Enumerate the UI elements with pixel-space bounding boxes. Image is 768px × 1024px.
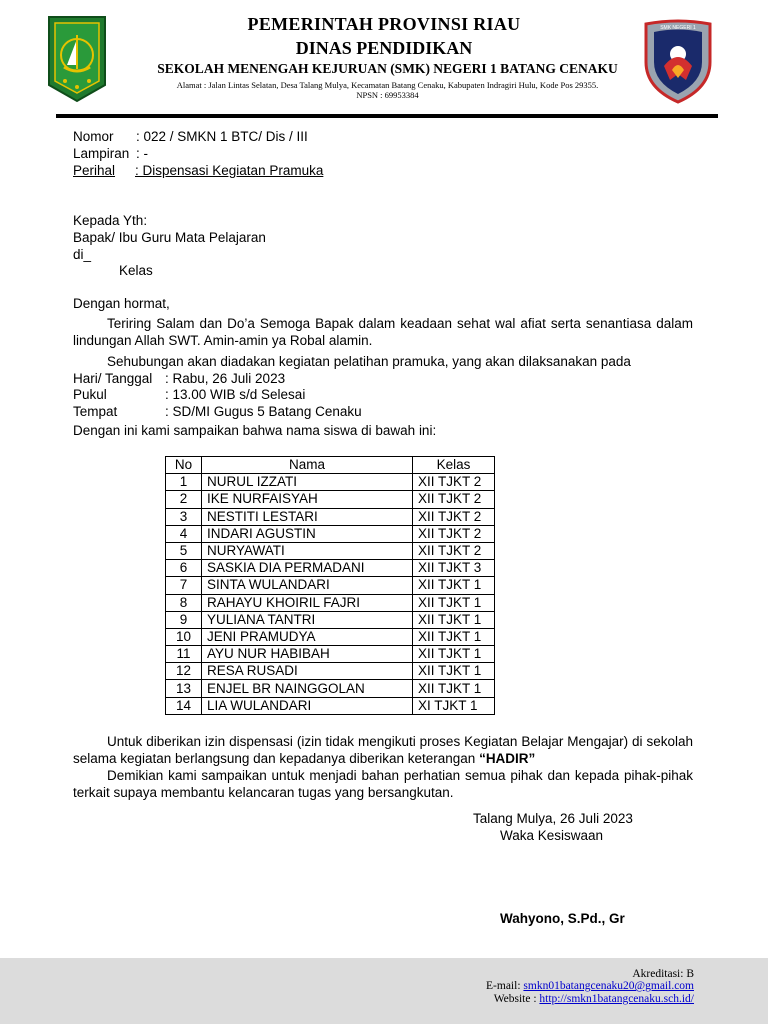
- footer-website-link[interactable]: http://smkn1batangcenaku.sch.id/: [539, 993, 694, 1005]
- table-row: [166, 508, 495, 525]
- cell-kelas: XII TJKT 2: [413, 525, 495, 542]
- hari-label: Hari/ Tanggal: [73, 371, 153, 386]
- greeting: Dengan hormat,: [73, 296, 170, 311]
- cell-kelas: XII TJKT 1: [413, 577, 495, 594]
- hadir-keyword: “HADIR”: [479, 751, 536, 766]
- cell-kelas: XII TJKT 1: [413, 628, 495, 645]
- header-divider: [56, 114, 718, 118]
- cell-nama: IKE NURFAISYAH: [202, 491, 413, 508]
- cell-nama: RAHAYU KHOIRIL FAJRI: [202, 594, 413, 611]
- footer-akreditasi: Akreditasi: B: [632, 968, 694, 980]
- cell-no: 13: [166, 680, 202, 697]
- lampiran-value: : -: [136, 146, 148, 161]
- table-row: [166, 491, 495, 508]
- table-row: [166, 474, 495, 491]
- cell-kelas: XII TJKT 2: [413, 491, 495, 508]
- tempat-label: Tempat: [73, 404, 118, 419]
- cell-nama: NURYAWATI: [202, 542, 413, 559]
- footer-email-link[interactable]: smkn01batangcenaku20@gmail.com: [523, 980, 694, 992]
- paragraph-sehubungan: Sehubungan akan diadakan kegiatan pelatihan pramuka, yang akan dilaksanakan pada: [107, 354, 631, 369]
- student-table: [165, 456, 495, 715]
- paragraph-salam: Teriring Salam dan Do’a Semoga Bapak dalam keadaan sehat wal afiat serta senantiasa dalam lindungan Allah SWT. Amin-amin ya Robal alamin.: [73, 316, 693, 348]
- cell-nama: SASKIA DIA PERMADANI: [202, 560, 413, 577]
- cell-nama: LIA WULANDARI: [202, 697, 413, 714]
- header-kelas: Kelas: [413, 457, 495, 474]
- hari-value: : Rabu, 26 Juli 2023: [165, 371, 286, 386]
- table-row: [166, 594, 495, 611]
- di-label: di_: [73, 247, 92, 262]
- cell-no: 6: [166, 560, 202, 577]
- table-row: [166, 680, 495, 697]
- table-row: [166, 646, 495, 663]
- cell-nama: SINTA WULANDARI: [202, 577, 413, 594]
- kelas-label: Kelas: [119, 263, 153, 278]
- cell-nama: INDARI AGUSTIN: [202, 525, 413, 542]
- table-intro: Dengan ini kami sampaikan bahwa nama siswa di bawah ini:: [73, 423, 437, 438]
- header-province: PEMERINTAH PROVINSI RIAU: [247, 14, 521, 34]
- place-date: Talang Mulya, 26 Juli 2023: [473, 811, 633, 826]
- nomor-label: Nomor: [73, 129, 114, 144]
- cell-no: 9: [166, 611, 202, 628]
- cell-no: 1: [166, 474, 202, 491]
- school-logo-text-top: SMK NEGERI 1: [660, 25, 696, 31]
- page-footer: [0, 958, 768, 1024]
- cell-nama: NURUL IZZATI: [202, 474, 413, 491]
- cell-kelas: XII TJKT 2: [413, 542, 495, 559]
- cell-no: 10: [166, 628, 202, 645]
- header-department: DINAS PENDIDIKAN: [295, 38, 473, 58]
- cell-no: 7: [166, 577, 202, 594]
- header-nama: Nama: [202, 457, 413, 474]
- table-row: [166, 525, 495, 542]
- header-address: Alamat : Jalan Lintas Selatan, Desa Talang Mulya, Kecamatan Batang Cenaku, Kabupaten Indragiri Hulu, Kode Pos 29355.: [176, 80, 599, 90]
- header-npsn: NPSN : 69953384: [356, 90, 419, 100]
- table-row: [166, 663, 495, 680]
- pukul-value: : 13.00 WIB s/d Selesai: [165, 387, 306, 402]
- cell-no: 14: [166, 697, 202, 714]
- cell-kelas: XII TJKT 1: [413, 594, 495, 611]
- perihal-label: Perihal: [73, 163, 116, 178]
- tempat-value: : SD/MI Gugus 5 Batang Cenaku: [165, 404, 362, 419]
- table-row: [166, 611, 495, 628]
- lampiran-label: Lampiran: [73, 146, 130, 161]
- cell-nama: RESA RUSADI: [202, 663, 413, 680]
- table-row: [166, 577, 495, 594]
- perihal-value: : Dispensasi Kegiatan Pramuka: [135, 163, 324, 178]
- table-row: [166, 542, 495, 559]
- signatory-name: Wahyono, S.Pd., Gr: [500, 911, 625, 926]
- kepada-label: Kepada Yth:: [73, 213, 148, 228]
- paragraph-demikian: Demikian kami sampaikan untuk menjadi bahan perhatian semua pihak dan kepada pihak-pihak terkait supaya membantu kelancaran tugas yang bersangkutan.: [73, 768, 693, 800]
- footer-website-line: [494, 993, 694, 1005]
- cell-nama: AYU NUR HABIBAH: [202, 646, 413, 663]
- footer-website-label: Website :: [493, 993, 540, 1005]
- cell-no: 3: [166, 508, 202, 525]
- cell-no: 12: [166, 663, 202, 680]
- cell-nama: JENI PRAMUDYA: [202, 628, 413, 645]
- paragraph-dispensasi: [73, 733, 693, 767]
- table-row: [166, 697, 495, 714]
- cell-no: 4: [166, 525, 202, 542]
- cell-kelas: XI TJKT 1: [413, 697, 495, 714]
- cell-kelas: XII TJKT 1: [413, 646, 495, 663]
- cell-nama: ENJEL BR NAINGGOLAN: [202, 680, 413, 697]
- pukul-label: Pukul: [73, 387, 107, 402]
- cell-no: 11: [166, 646, 202, 663]
- cell-nama: NESTITI LESTARI: [202, 508, 413, 525]
- header-school-name: SEKOLAH MENENGAH KEJURUAN (SMK) NEGERI 1 BATANG CENAKU: [157, 61, 618, 76]
- table-row: [166, 628, 495, 645]
- cell-kelas: XII TJKT 1: [413, 663, 495, 680]
- cell-no: 5: [166, 542, 202, 559]
- cell-kelas: XII TJKT 2: [413, 474, 495, 491]
- cell-kelas: XII TJKT 1: [413, 680, 495, 697]
- cell-no: 2: [166, 491, 202, 508]
- dispensasi-text: Untuk diberikan izin dispensasi (izin tidak mengikuti proses Kegiatan Belajar Mengajar) di sekolah selama kegiatan berlangsung dan kepadanya diberikan keterangan: [73, 734, 693, 766]
- table-header-row: [166, 457, 495, 474]
- cell-no: 8: [166, 594, 202, 611]
- cell-kelas: XII TJKT 2: [413, 508, 495, 525]
- cell-kelas: XII TJKT 3: [413, 560, 495, 577]
- footer-email-label: E-mail:: [486, 980, 524, 992]
- signatory-position: Waka Kesiswaan: [500, 828, 604, 843]
- header-no: No: [166, 457, 202, 474]
- footer-email-line: [486, 980, 694, 992]
- recipient: Bapak/ Ibu Guru Mata Pelajaran: [73, 230, 266, 245]
- cell-kelas: XII TJKT 1: [413, 611, 495, 628]
- cell-nama: YULIANA TANTRI: [202, 611, 413, 628]
- table-row: [166, 560, 495, 577]
- nomor-value: : 022 / SMKN 1 BTC/ Dis / III: [136, 129, 308, 144]
